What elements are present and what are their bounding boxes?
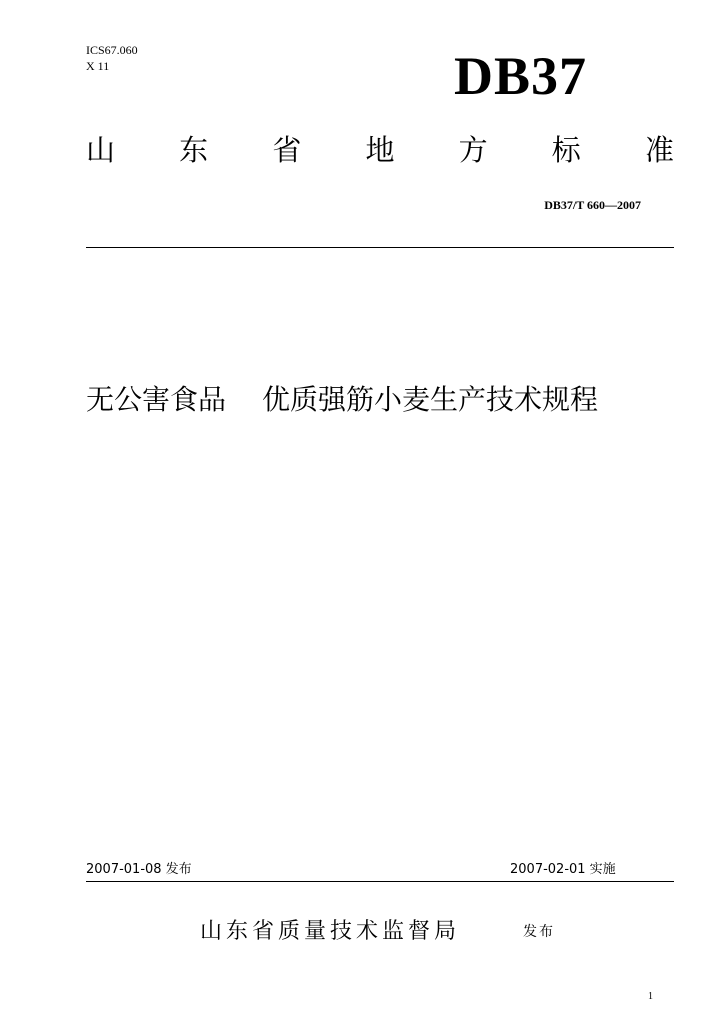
standard-type-char: 准 [644,132,674,167]
document-title [86,380,598,420]
classification-code: X 11 [86,59,110,73]
ics-code: ICS67.060 [86,43,138,57]
standard-type-char: 标 [551,132,581,167]
standard-prefix: DB37 [454,46,588,106]
standard-type-char: 省 [272,132,302,167]
title-part-1: 无公害食品 [86,383,227,416]
implement-date: 2007-02-01 实施 [510,862,616,877]
issuer-verb: 发布 [523,924,555,940]
publish-date: 2007-01-08 发布 [86,862,192,877]
top-divider [86,247,674,248]
page-number: 1 [648,991,653,1002]
standard-number: DB37/T 660—2007 [544,198,641,212]
standard-type-char: 地 [365,132,395,167]
issuer-name: 山东省质量技术监督局 [200,919,461,944]
standard-type-char: 方 [458,132,488,167]
standard-type-char: 山 [86,132,116,167]
standard-type-heading [86,128,674,168]
standard-type-char: 东 [179,132,209,167]
bottom-divider [86,881,674,882]
title-part-2: 优质强筋小麦生产技术规程 [262,383,599,416]
